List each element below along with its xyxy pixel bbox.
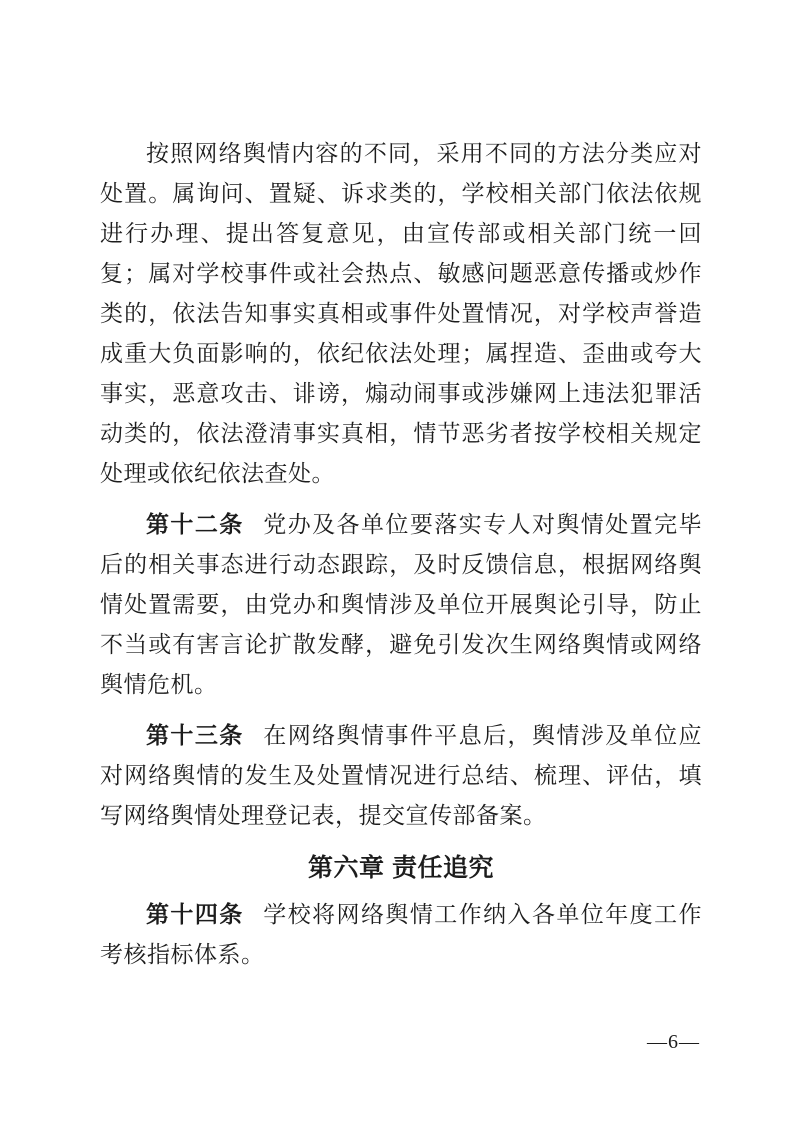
intro-paragraph: 按照网络舆情内容的不同，采用不同的方法分类应对处置。属询问、置疑、诉求类的，学校相关部门依法依规进行办理、提出答复意见，由宣传部或相关部门统一回复；属对学校事件或社会热点、敏感问题恶意传播或炒作类的，依法告知事实真相或事件处置情况，对学校声誉造成重大负面影响的，依纪依法处理；属捏造、歪曲或夸大事实，恶意攻击、诽谤，煽动闹事或涉嫌网上违法犯罪活动类的，依法澄清事实真相，情节恶劣者按学校相关规定处理或依纪依法查处。 [100,141,702,486]
article-13-label: 第十三条 [146,722,244,748]
page-content [100,134,702,975]
article-12-label: 第十二条 [146,511,244,537]
article-13-text: 在网络舆情事件平息后，舆情涉及单位应对网络舆情的发生及处置情况进行总结、梳理、评估，填写网络舆情处理登记表，提交宣传部备案。 [100,723,703,828]
chapter-heading: 第六章 责任追究 [308,854,494,882]
article-12 [100,504,702,705]
article-12-text: 党办及各单位要落实专人对舆情处置完毕后的相关事态进行动态跟踪，及时反馈信息，根据网络舆情处置需要，由党办和舆情涉及单位开展舆论引导，防止不当或有害言论扩散发酵，避免引发次生网络舆情或网络舆情危机。 [100,512,703,697]
article-14 [100,894,702,975]
article-14-label: 第十四条 [146,901,244,927]
article-14-text: 学校将网络舆情工作纳入各单位年度工作考核指标体系。 [100,902,703,967]
article-13 [100,715,702,836]
page-number: —6— [647,1031,700,1053]
